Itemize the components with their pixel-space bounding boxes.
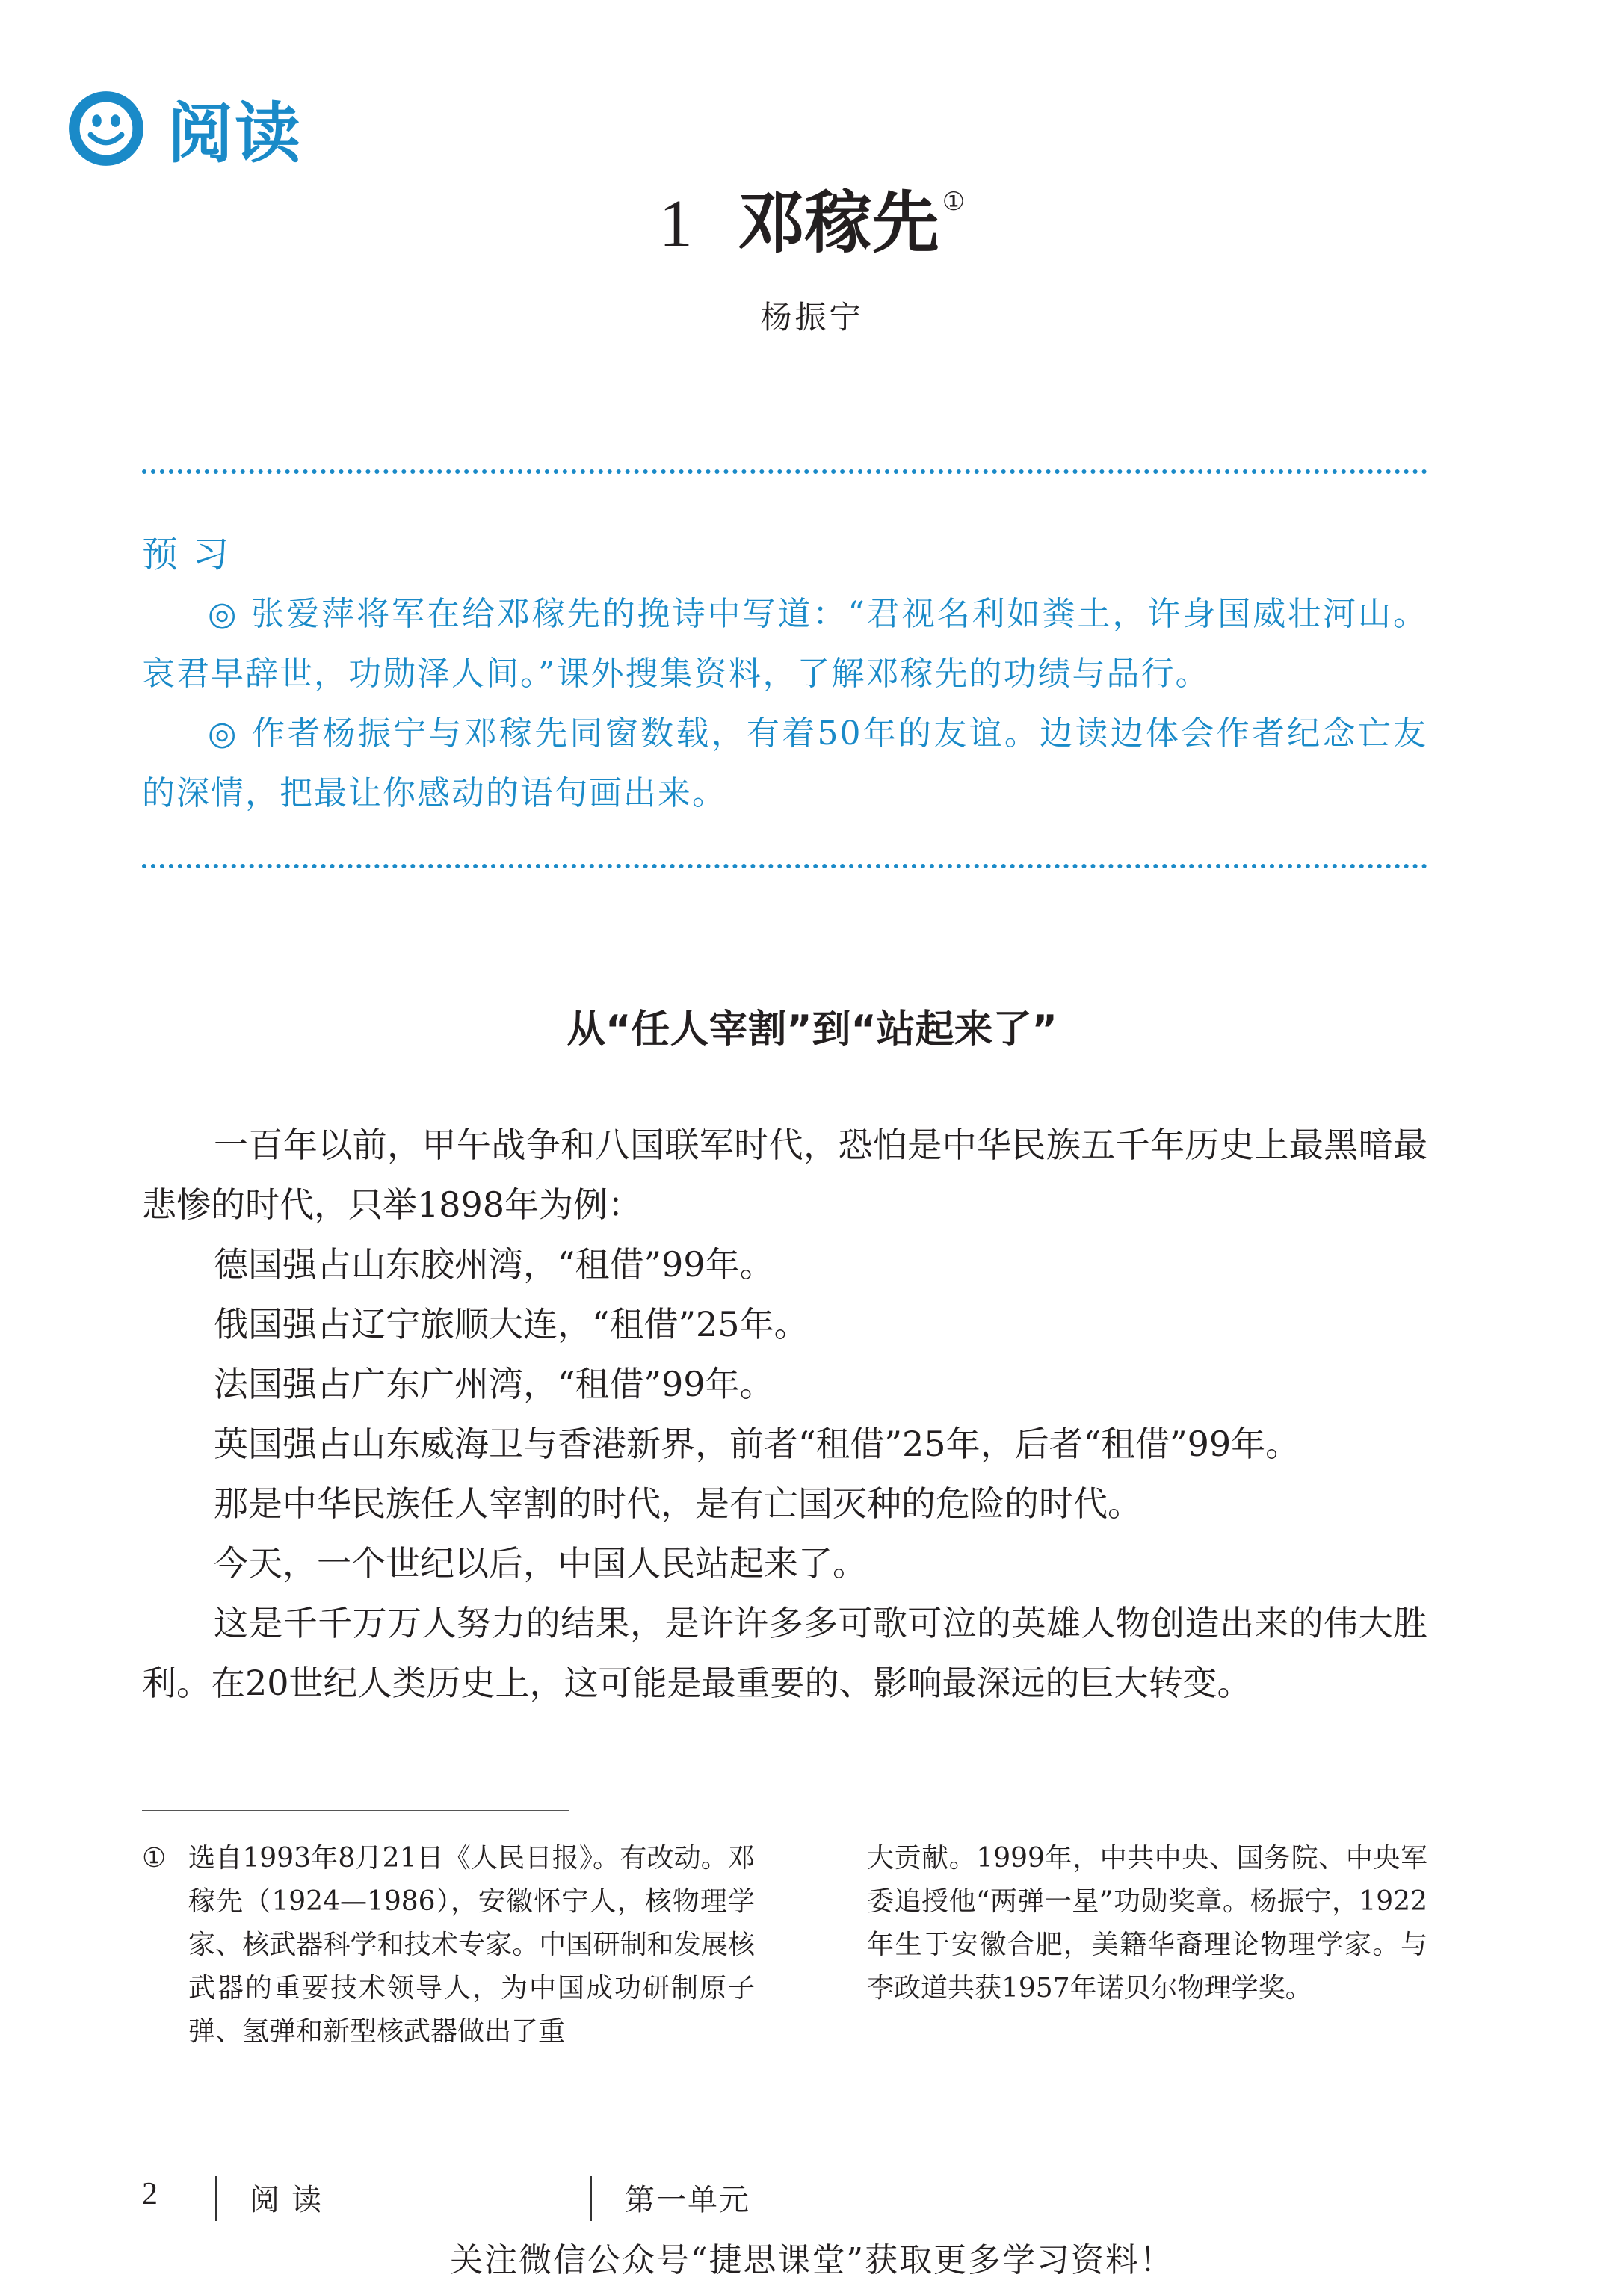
preview-top-divider	[142, 469, 1427, 474]
lesson-footnote-marker: ①	[942, 187, 966, 217]
article-subheading: 从“任人宰割”到“站起来了”	[566, 1007, 1058, 1052]
footer-section-label: 阅读	[250, 2183, 333, 2217]
preview-bottom-divider	[142, 864, 1427, 868]
preview-item: ◎ 张爱萍将军在给邓稼先的挽诗中写道：“君视名利如粪土，许身国威壮河山。哀君早辞世，功勋泽人间。”课外搜集资料，了解邓稼先的功绩与品行。	[142, 595, 1427, 693]
article-paragraph: 这是千千万万人努力的结果，是许许多多可歌可泣的英雄人物创造出来的伟大胜利。在20世纪人类历史上，这可能是最重要的、影响最深远的巨大转变。	[142, 1603, 1427, 1703]
promo-text: 关注微信公众号“捷思课堂”获取更多学习资料！	[450, 2241, 1174, 2279]
article-paragraph: 那是中华民族任人宰割的时代，是有亡国灭种的危险的时代。	[214, 1483, 1142, 1524]
article-body	[142, 1115, 1427, 1713]
footnote-right-column: 大贡献。1999年，中共中央、国务院、中央军委追授他“两弹一星”功勋奖章。杨振宁，1922年生于安徽合肥，美籍华裔理论物理学家。与李政道共获1957年诺贝尔物理学奖。	[867, 1843, 1427, 2004]
footnote-marker: ①	[142, 1843, 167, 1874]
lesson-title	[0, 157, 1624, 269]
page-number: 2	[142, 2177, 158, 2211]
footnote-divider	[142, 1810, 569, 1811]
article-paragraph: 一百年以前，甲午战争和八国联军时代，恐怕是中华民族五千年历史上最黑暗最悲惨的时代，只举1898年为例：	[142, 1125, 1427, 1225]
footnote-left-column	[142, 1837, 755, 2054]
footer-unit-label: 第一单元	[625, 2183, 750, 2217]
footer-separator	[590, 2176, 592, 2221]
footer-separator	[215, 2176, 217, 2221]
article-paragraph: 德国强占山东胶州湾，“租借”99年。	[214, 1244, 774, 1285]
preview-heading: 预习	[142, 534, 244, 575]
smiley-icon	[67, 90, 145, 167]
section-title: 阅读	[167, 95, 303, 172]
article-paragraph: 今天，一个世纪以后，中国人民站起来了。	[214, 1543, 867, 1584]
article-paragraph: 俄国强占辽宁旅顺大连，“租借”25年。	[214, 1304, 809, 1344]
footnote-text: 选自1993年8月21日《人民日报》。有改动。邓稼先（1924—1986），安徽怀宁人，核物理学家、核武器科学和技术专家。中国研制和发展核武器的重要技术领导人，为中国成功研制原子弹、氢弹和新型核武器做出了重	[188, 1843, 755, 2047]
author: 杨振宁	[760, 299, 864, 336]
article-paragraph: 法国强占广东广州湾，“租借”99年。	[214, 1364, 774, 1404]
article-paragraph: 英国强占山东威海卫与香港新界，前者“租借”25年，后者“租借”99年。	[214, 1424, 1300, 1464]
lesson-name: 邓稼先	[737, 184, 939, 262]
lesson-number: 1	[658, 187, 693, 261]
preview-item: ◎ 作者杨振宁与邓稼先同窗数载，有着50年的友谊。边读边体会作者纪念亡友的深情，把最让你感动的语句画出来。	[142, 714, 1427, 812]
